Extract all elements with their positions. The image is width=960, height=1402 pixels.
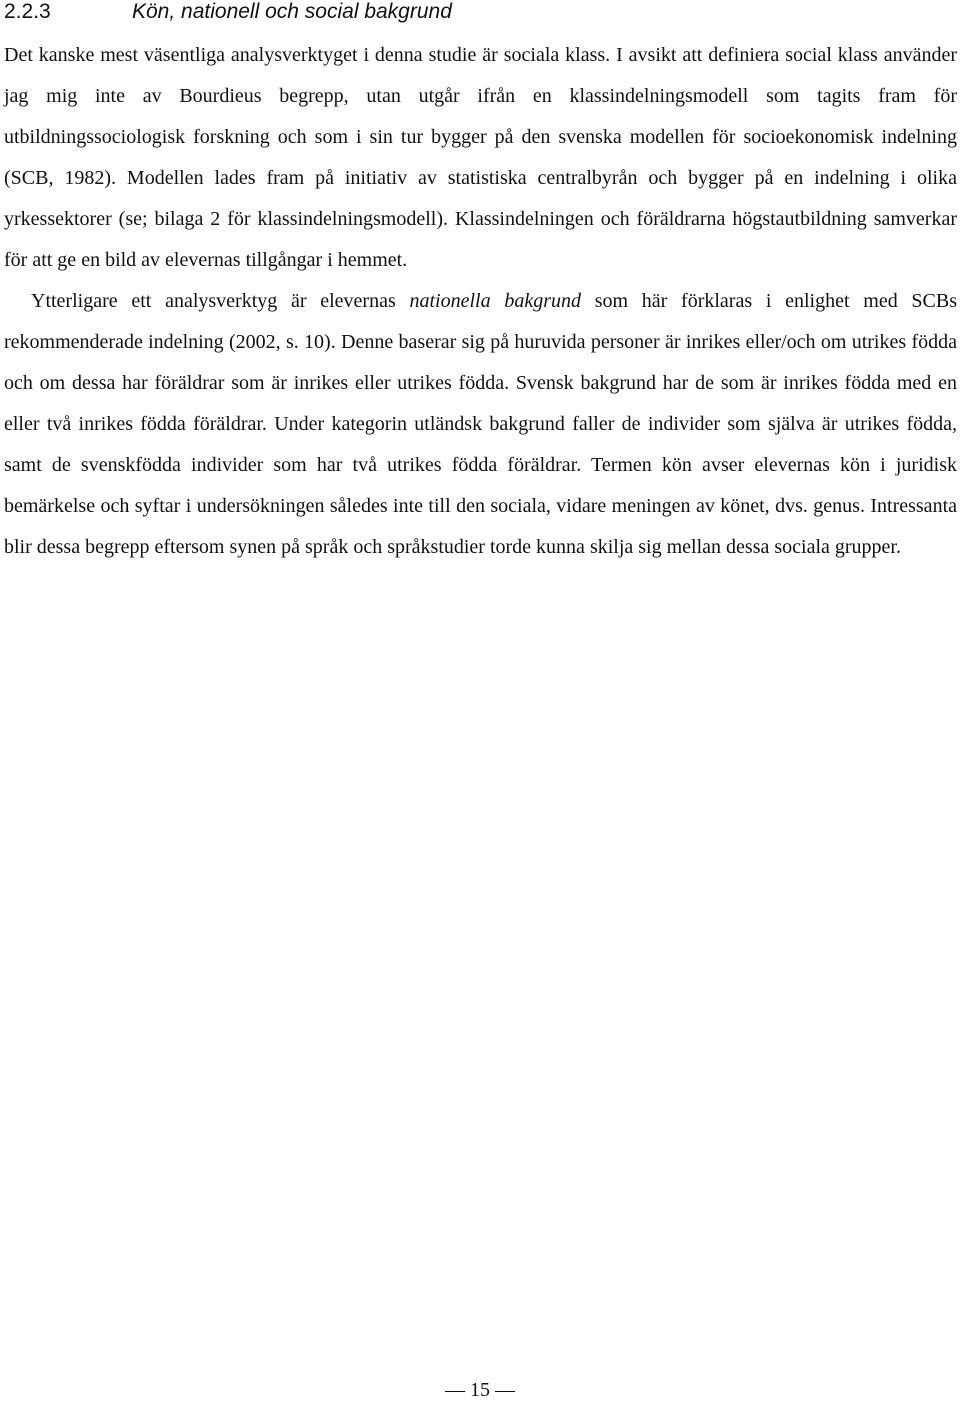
body-text [4, 35, 957, 568]
paragraph-text-after: som här förklaras i enlighet med SCBs rekommenderade indelning (2002, s. 10). Denne baserar sig på huruvida personer är inrikes eller/och om utrikes födda och om dessa har föräldrar som är inrikes eller utrikes födda. Svensk bakgrund har de som är inrikes födda med en eller två inrikes födda föräldrar. Under kategorin utländsk bakgrund faller de individer som själva är utrikes födda, samt de svenskfödda individer som har två utrikes födda föräldrar. Termen kön avser elevernas kön i juridisk bemärkelse och syftar i undersökningen således inte till den sociala, vidare meningen av könet, dvs. genus. Intressanta blir dessa begrepp eftersom synen på språk och språkstudier torde kunna skilja sig mellan dessa sociala grupper. [4, 290, 958, 558]
emphasis-term: nationella bakgrund [409, 290, 581, 312]
paragraph-national-background [4, 281, 957, 568]
paragraph-text-before: Ytterligare ett analysverktyg är elevernas [31, 290, 410, 312]
page-number: — 15 — [445, 1379, 515, 1401]
section-heading [4, 0, 452, 24]
paragraph-class: Det kanske mest väsentliga analysverktyget i denna studie är sociala klass. I avsikt att definiera social klass använder jag mig inte av Bourdieus begrepp, utan utgår ifrån en klassindelningsmodell som tagits fram för utbildningssociologisk forskning och som i sin tur bygger på den svenska modellen för socioekonomisk indelning (SCB, 1982). Modellen lades fram på initiativ av statistiska centralbyrån och bygger på en indelning i olika yrkessektorer (se; bilaga 2 för klassindelningsmodell). Klassindelningen och föräldrarna högstautbildning samverkar för att ge en bild av elevernas tillgångar i hemmet. [4, 44, 957, 271]
section-title: Kön, nationell och social bakgrund [132, 0, 452, 23]
section-number: 2.2.3 [4, 0, 51, 23]
